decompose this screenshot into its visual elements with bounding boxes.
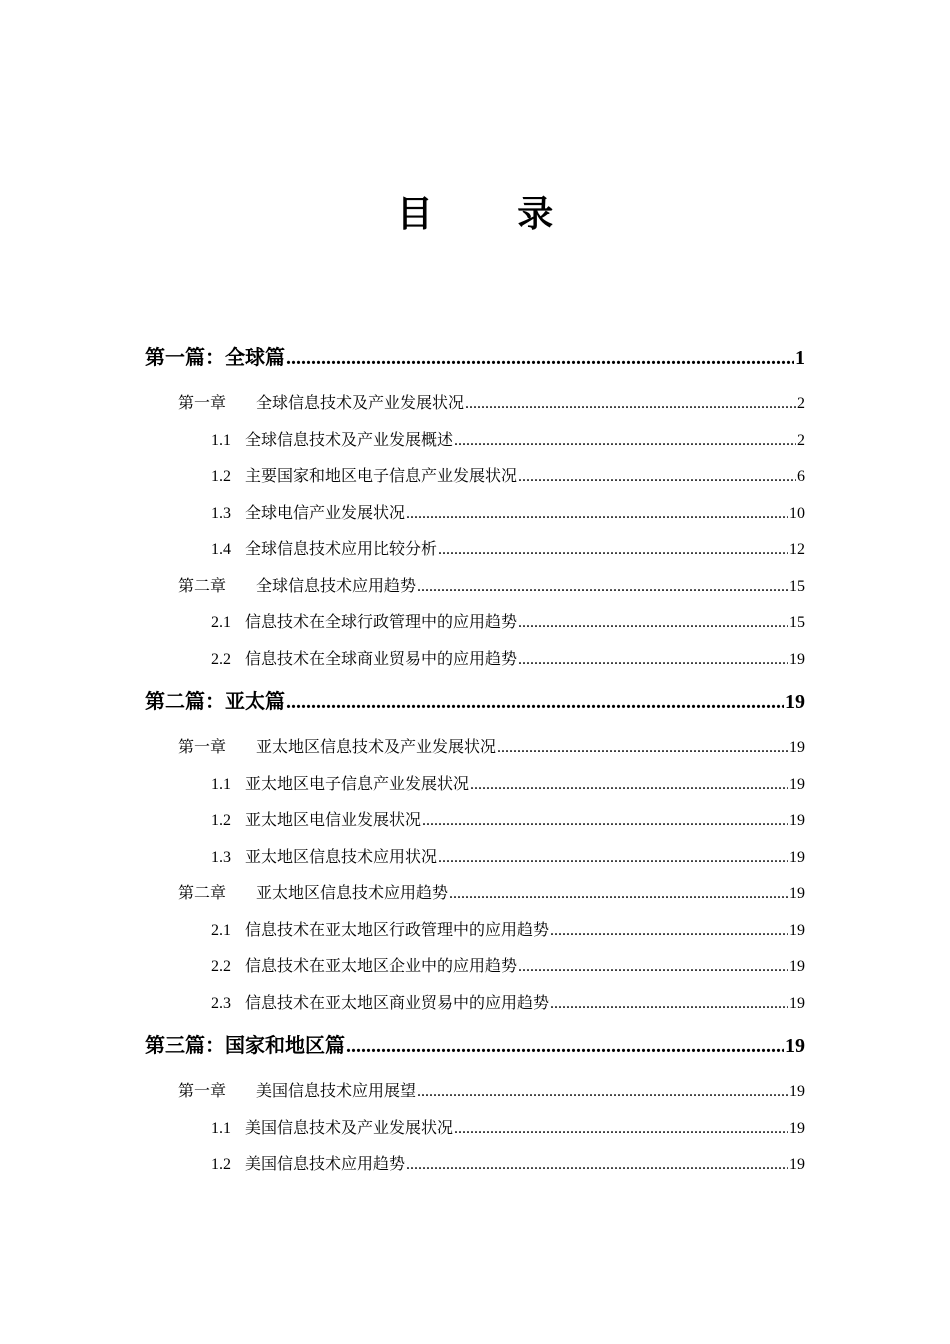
toc-label: 信息技术在全球行政管理中的应用趋势 xyxy=(245,614,518,631)
dot-leader xyxy=(417,569,788,606)
toc-label: 亚太地区信息技术应用趋势 xyxy=(256,885,449,902)
toc-section[interactable] xyxy=(145,459,805,496)
dot-leader xyxy=(497,730,788,767)
toc-label: 全球信息技术应用趋势 xyxy=(256,577,417,595)
toc-page-number: 19 xyxy=(789,1083,805,1100)
toc-chapter-number: 第一章 xyxy=(178,395,227,412)
toc-label: 信息技术在亚太地区商业贸易中的应用趋势 xyxy=(245,994,550,1012)
toc-section[interactable] xyxy=(145,803,805,840)
toc-section-number: 1.2 xyxy=(211,1156,231,1173)
toc-page-number: 19 xyxy=(789,921,805,939)
toc-page-number: 2 xyxy=(797,431,805,449)
toc-chapter[interactable] xyxy=(145,569,805,606)
toc-label: 主要国家和地区电子信息产业发展状况 xyxy=(245,468,518,485)
toc-section-number: 1.3 xyxy=(211,848,231,866)
toc-section[interactable] xyxy=(145,532,805,569)
dot-leader xyxy=(406,496,788,533)
page-title: 目 录 xyxy=(396,194,590,235)
dot-leader xyxy=(518,642,788,679)
toc-section[interactable] xyxy=(145,767,805,804)
toc-section[interactable] xyxy=(145,840,805,877)
toc-section-number: 1.2 xyxy=(211,812,231,829)
toc-section[interactable] xyxy=(145,1147,805,1184)
dot-leader xyxy=(438,840,788,877)
toc-section[interactable] xyxy=(145,642,805,679)
toc-page-number: 10 xyxy=(789,504,805,522)
toc-part-1[interactable] xyxy=(145,338,805,376)
toc-section[interactable] xyxy=(145,1111,805,1148)
toc-section[interactable] xyxy=(145,605,805,642)
toc-page-number: 12 xyxy=(789,541,805,558)
toc-page-number: 19 xyxy=(789,958,805,975)
toc-section-number: 2.2 xyxy=(211,958,231,975)
dot-leader xyxy=(417,1074,788,1111)
dot-leader xyxy=(550,986,788,1023)
toc-label: 全球电信产业发展状况 xyxy=(245,504,406,522)
toc-chapter[interactable] xyxy=(145,1074,805,1111)
toc-section-number: 2.2 xyxy=(211,650,231,668)
toc-label: 亚太地区信息技术应用状况 xyxy=(245,848,438,866)
toc-label: 信息技术在亚太地区行政管理中的应用趋势 xyxy=(245,921,550,939)
toc-label: 全球信息技术及产业发展概述 xyxy=(245,431,454,449)
toc-chapter[interactable] xyxy=(145,730,805,767)
toc-part-2[interactable] xyxy=(145,682,805,720)
toc-page-number: 15 xyxy=(789,614,805,631)
dot-leader xyxy=(422,803,788,840)
toc-label: 亚太地区信息技术及产业发展状况 xyxy=(256,739,497,756)
toc-section[interactable] xyxy=(145,496,805,533)
toc-section-number: 2.1 xyxy=(211,614,231,631)
toc-page-number: 19 xyxy=(789,739,805,756)
dot-leader xyxy=(449,876,788,913)
toc-section-number: 1.1 xyxy=(211,775,231,793)
toc-page-number: 1 xyxy=(795,347,805,369)
toc-page-number: 19 xyxy=(785,691,805,713)
toc-chapter-number: 第一章 xyxy=(178,739,227,756)
toc-page-number: 6 xyxy=(797,468,805,485)
dot-leader xyxy=(346,1027,784,1065)
dot-leader xyxy=(465,386,796,423)
dot-leader xyxy=(550,913,788,950)
toc-page-number: 19 xyxy=(789,1119,805,1137)
toc-section-number: 1.1 xyxy=(211,1119,231,1137)
toc-page-number: 19 xyxy=(789,650,805,668)
toc-page-number: 19 xyxy=(789,1156,805,1173)
toc-page-number: 19 xyxy=(789,812,805,829)
toc-page-number: 19 xyxy=(789,775,805,793)
toc-page-number: 15 xyxy=(789,577,805,595)
toc-label: 美国信息技术及产业发展状况 xyxy=(245,1119,454,1137)
toc-label: 第一篇：全球篇 xyxy=(145,345,285,369)
toc-chapter-number: 第二章 xyxy=(178,577,227,595)
toc-section-number: 1.2 xyxy=(211,468,231,485)
dot-leader xyxy=(470,767,788,804)
dot-leader xyxy=(518,459,796,496)
toc-label: 全球信息技术应用比较分析 xyxy=(245,541,438,558)
toc-label: 第二篇：亚太篇 xyxy=(145,689,285,713)
toc-section-number: 2.1 xyxy=(211,921,231,939)
toc-label: 亚太地区电子信息产业发展状况 xyxy=(245,775,470,793)
toc-label: 美国信息技术应用展望 xyxy=(256,1083,417,1100)
toc-section[interactable] xyxy=(145,986,805,1023)
toc-page-number: 2 xyxy=(797,395,805,412)
dot-leader xyxy=(406,1147,788,1184)
toc-chapter[interactable] xyxy=(145,386,805,423)
toc-label: 第三篇：国家和地区篇 xyxy=(145,1033,345,1057)
toc-section-number: 1.3 xyxy=(211,504,231,522)
toc-page-number: 19 xyxy=(789,994,805,1012)
toc-chapter-number: 第一章 xyxy=(178,1083,227,1100)
dot-leader xyxy=(454,423,796,460)
dot-leader xyxy=(438,532,788,569)
toc-section[interactable] xyxy=(145,423,805,460)
toc-label: 美国信息技术应用趋势 xyxy=(245,1156,406,1173)
toc-section-number: 1.1 xyxy=(211,431,231,449)
toc-page-number: 19 xyxy=(785,1035,805,1057)
toc-page-number: 19 xyxy=(789,885,805,902)
toc-label: 信息技术在全球商业贸易中的应用趋势 xyxy=(245,650,518,668)
dot-leader xyxy=(286,683,784,721)
toc-label: 亚太地区电信业发展状况 xyxy=(245,812,422,829)
toc-section-number: 1.4 xyxy=(211,541,231,558)
toc-section-number: 2.3 xyxy=(211,994,231,1012)
dot-leader xyxy=(286,339,794,377)
table-of-contents xyxy=(145,338,805,1184)
toc-section[interactable] xyxy=(145,913,805,950)
toc-label: 信息技术在亚太地区企业中的应用趋势 xyxy=(245,958,518,975)
toc-page-number: 19 xyxy=(789,848,805,866)
dot-leader xyxy=(518,605,788,642)
dot-leader xyxy=(518,949,788,986)
toc-part-3[interactable] xyxy=(145,1026,805,1064)
toc-section[interactable] xyxy=(145,949,805,986)
toc-label: 全球信息技术及产业发展状况 xyxy=(256,395,465,412)
toc-chapter-number: 第二章 xyxy=(178,885,227,902)
toc-chapter[interactable] xyxy=(145,876,805,913)
dot-leader xyxy=(454,1111,788,1148)
